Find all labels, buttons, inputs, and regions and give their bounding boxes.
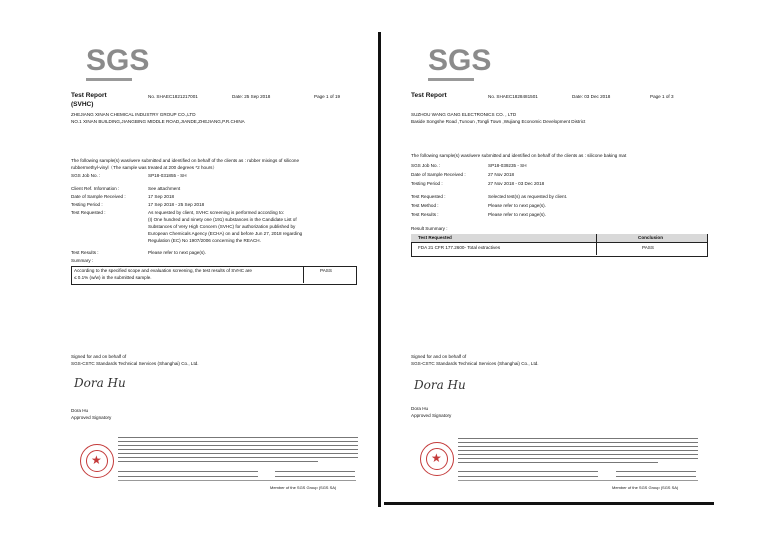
report-date: Date: 03 Dec 2018 (572, 94, 611, 99)
field-value: As requested by client, SVHC screening is performed according to: (148, 210, 285, 215)
field-value: 27 Nov 2018 - 03 Dec 2018 (488, 181, 545, 186)
signer-title: Approved Signatory (411, 413, 452, 418)
fine-print (458, 450, 698, 451)
report-number: No. SHAEC1821217001 (148, 94, 198, 99)
fine-print (275, 476, 355, 477)
signed-line-2: SGS-CSTC Standards Technical Services (Shanghai) Co., Ltd. (71, 361, 199, 366)
field-value: Please refer to next page(s). (488, 203, 546, 208)
signed-line-1: Signed for and on behalf of (411, 354, 467, 359)
table-header-rule (411, 242, 707, 243)
field-label: Testing Period : (71, 202, 103, 207)
fine-print (458, 438, 698, 439)
fine-print (458, 471, 598, 472)
logo-underline (86, 78, 132, 81)
fine-print (458, 442, 698, 443)
intro-line: The following sample(s) was/were submitted and identified on behalf of the clients as : silicone baking mat (411, 153, 627, 158)
field-value: 17 Sep 2018 (148, 194, 175, 199)
company-seal: ★ (420, 442, 454, 476)
sgs-logo: SGS (86, 44, 150, 77)
fine-print (458, 454, 698, 455)
field-value: See attachment (148, 186, 181, 191)
field-label: Test Method : (411, 203, 439, 208)
fine-print (118, 449, 358, 450)
fine-print (118, 453, 358, 454)
field-label: Date of Sample Received : (71, 194, 126, 199)
summary-result: PASS (320, 268, 332, 273)
table-cell: PASS (642, 245, 654, 250)
client-address: Baside Songshe Road ,Tunoun ,Tongli Town ,Wujiang Economic Development District (411, 119, 586, 124)
member-line: Member of the SGS Group (SGS SA) (270, 485, 337, 490)
fine-print (275, 471, 355, 472)
intro-line-2: rubbermethyl-vinyl（The sample was treated at 200 degrees *2 hours） (71, 165, 218, 170)
results-value: Please refer to next page(s). (148, 250, 206, 255)
field-value: SP18-039235 - SH (488, 163, 527, 168)
fine-print (616, 476, 696, 477)
footer-rule (458, 480, 698, 481)
field-label: Test Results : (411, 212, 439, 217)
fine-print (118, 441, 358, 442)
field-value: Please refer to next page(s). (488, 212, 546, 217)
field-value: 27 Nov 2018 (488, 172, 515, 177)
fine-print (118, 445, 358, 446)
fine-print (616, 471, 696, 472)
table-header-cell: Conclusion (638, 235, 664, 240)
client-address: NO.1 XINAN BUILDING,JIANGBING MIDDLE ROAD,JIANDE,ZHEJIANG,P.R.CHINA (71, 119, 245, 124)
page-divider (378, 32, 381, 507)
report-page-left (0, 30, 378, 508)
intro-line-1: The following sample(s) was/were submitted and identified on behalf of the clients as : rubber mixings of silicone (71, 158, 300, 163)
results-label: Test Results : (71, 250, 99, 255)
signature: Dora Hu (414, 378, 466, 392)
report-subtitle: (SVHC) (71, 101, 94, 108)
requested-line: (I) One hundred and ninety one (191) substances in the Candidate List of (148, 217, 297, 222)
result-summary-label: Result Summary : (411, 226, 448, 231)
fine-print (458, 458, 698, 459)
logo-underline (428, 78, 474, 81)
page-bottom-rule (384, 502, 714, 505)
fine-print (118, 437, 358, 438)
footer-rule (118, 480, 356, 481)
field-value: Selected test(s) as requested by client. (488, 194, 568, 199)
member-line: Member of the SGS Group (SGS SA) (612, 485, 679, 490)
client-name: ZHEJIANG XINAN CHEMICAL INDUSTRY GROUP CO.,LTD (71, 112, 196, 117)
report-number: No. SHAEC1828481501 (488, 94, 538, 99)
fine-print (458, 446, 698, 447)
field-label: Date of Sample Received : (411, 172, 466, 177)
summary-label: Summary : (71, 258, 94, 263)
page-number: Page 1 of 3 (650, 94, 674, 99)
signer-name: Dora Hu (411, 406, 429, 411)
signer-title: Approved Signatory (71, 415, 112, 420)
signed-line-1: Signed for and on behalf of (71, 354, 127, 359)
table-header-cell: Test Requested (418, 235, 452, 240)
field-label: Testing Period : (411, 181, 443, 186)
requested-line: Substances of Very High Concern (SVHC) for authorization published by (148, 224, 296, 229)
field-label: Test Requested : (71, 210, 106, 215)
field-label: Client Ref. Information : (71, 186, 120, 191)
company-seal: ★ (80, 444, 114, 478)
summary-text: ≤ 0.1% (w/w) in the submitted sample. (74, 275, 152, 280)
fine-print (118, 457, 358, 458)
summary-text: According to the specified scope and evaluation screening, the test results of SVHC are (74, 268, 252, 273)
fine-print (118, 461, 318, 462)
requested-line: European Chemicals Agency (ECHA) on and before Jun 27, 2018 regarding (148, 231, 303, 236)
field-label: SGS Job No. : (71, 173, 101, 178)
signature: Dora Hu (74, 376, 126, 390)
field-label: Test Requested : (411, 194, 446, 199)
page-number: Page 1 of 19 (314, 94, 341, 99)
requested-line: Regulation (EC) No 1907/2006 concerning the REACH. (148, 238, 261, 243)
field-value: SP18-031855 - SH (148, 173, 187, 178)
report-title: Test Report (71, 92, 107, 99)
field-label: SGS Job No. : (411, 163, 441, 168)
fine-print (118, 471, 258, 472)
fine-print (458, 462, 658, 463)
table-col-divider (596, 234, 597, 255)
client-name: SUZHOU WANG GANG ELECTRONICS CO. , LTD (411, 112, 517, 117)
report-title: Test Report (411, 92, 447, 99)
summary-table-divider (303, 266, 304, 283)
fine-print (458, 476, 598, 477)
signer-name: Dora Hu (71, 408, 89, 413)
signed-line-2: SGS-CSTC Standards Technical Services (Shanghai) Co., Ltd. (411, 361, 539, 366)
report-page-right (384, 30, 757, 508)
table-cell: FDA 21 CFR 177.2600- Total extractives (418, 245, 501, 250)
field-value: 17 Sep 2018 - 25 Sep 2018 (148, 202, 205, 207)
fine-print (118, 476, 258, 477)
report-date: Date: 25 Sep 2018 (232, 94, 271, 99)
sgs-logo: SGS (428, 44, 492, 77)
